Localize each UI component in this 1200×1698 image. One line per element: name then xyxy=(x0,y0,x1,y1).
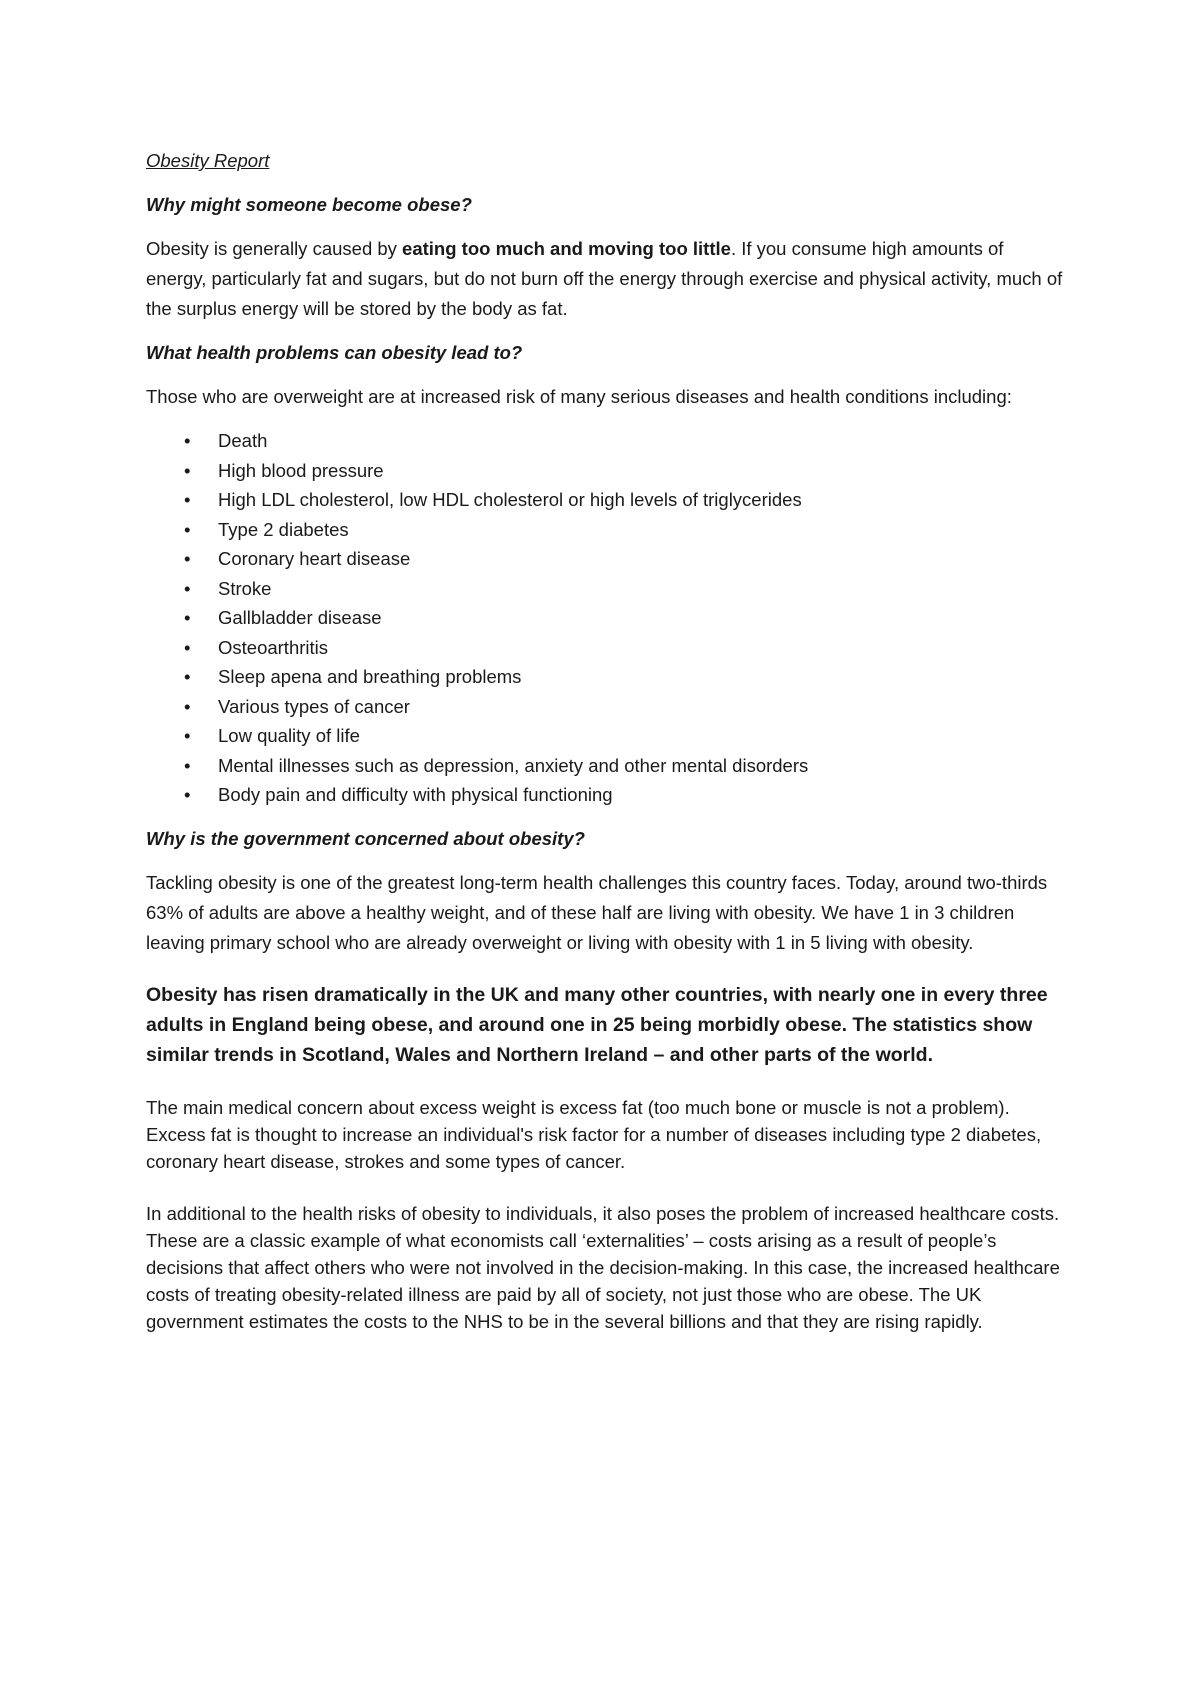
bullet-icon: • xyxy=(184,695,191,717)
causes-text-bold: eating too much and moving too little xyxy=(402,238,731,259)
list-item xyxy=(146,544,1066,574)
bullet-icon: • xyxy=(184,518,191,540)
list-item xyxy=(146,485,1066,515)
bullet-icon: • xyxy=(184,577,191,599)
list-item-text: Body pain and difficulty with physical functioning xyxy=(218,784,613,805)
list-item-text: Osteoarthritis xyxy=(218,636,329,658)
list-item-text: Various types of cancer xyxy=(218,695,410,717)
medical-concern-paragraph: The main medical concern about excess weight is excess fat (too much bone or muscle is not a problem). Excess fat is thought to increase an individual's risk factor for a number of diseases including type 2 diabetes, coronary heart disease, strokes and some types of cancer. xyxy=(146,1096,1042,1172)
bullet-icon: • xyxy=(184,784,191,805)
healthcare-costs-paragraph: In additional to the health risks of obesity to individuals, it also poses the problem of increased healthcare costs. These are a classic example of what economists call ‘externalities’ – costs arising as a result of people’s decisions that affect others who were not involved in the decision-making. In this case, the increased healthcare costs of treating obesity-related illness are paid by all of society, not just those who are obese. The UK government estimates the costs to the NHS to be in the several billions and that they are rising rapidly. xyxy=(146,1202,1060,1332)
list-item-text: High LDL cholesterol, low HDL cholesterol or high levels of triglycerides xyxy=(218,489,802,510)
tackling-obesity-paragraph: Tackling obesity is one of the greatest long-term health challenges this country faces. Today, around two-thirds 63% of adults are above a healthy weight, and of these half are living with obesity. We have 1 in 3 children leaving primary school who are already overweight or living with obesity with 1 in 5 living with obesity. xyxy=(146,871,1048,953)
list-item-text: Sleep apena and breathing problems xyxy=(218,666,522,687)
bullet-icon: • xyxy=(184,636,191,658)
causes-text-start: Obesity is generally caused by xyxy=(146,238,403,259)
list-item xyxy=(146,426,1066,456)
document-page xyxy=(146,146,1066,1360)
bullet-icon: • xyxy=(184,459,191,481)
list-item xyxy=(146,721,1066,751)
risks-intro-paragraph: Those who are overweight are at increased risk of many serious diseases and health conditions including: xyxy=(146,386,1012,407)
obesity-risen-paragraph: Obesity has risen dramatically in the UK and many other countries, with nearly one in every three adults in England being obese, and around one in 25 being morbidly obese. The statistics show similar trends in Scotland, Wales and Northern Ireland – and other parts of the world. xyxy=(146,983,1048,1066)
list-item xyxy=(146,780,1066,810)
list-item xyxy=(146,662,1066,692)
bullet-icon: • xyxy=(184,754,191,776)
health-risks-list xyxy=(146,426,1066,810)
question-health-problems: What health problems can obesity lead to? xyxy=(146,342,523,363)
bullet-icon: • xyxy=(184,489,191,510)
question-government-concern: Why is the government concerned about obesity? xyxy=(146,827,585,849)
bullet-icon: • xyxy=(184,666,191,687)
bullet-icon: • xyxy=(184,430,191,451)
list-item xyxy=(146,751,1066,781)
list-item-text: Coronary heart disease xyxy=(218,548,411,569)
list-item xyxy=(146,574,1066,604)
list-item xyxy=(146,456,1066,486)
causes-text-end: . If you consume high amounts of energy, particularly fat and sugars, but do not burn off the energy through exercise and physical activity, much of the surplus energy will be stored by the body as fat. xyxy=(146,238,1063,319)
bullet-icon: • xyxy=(184,548,191,569)
list-item-text: Gallbladder disease xyxy=(218,607,382,628)
bullet-icon: • xyxy=(184,725,191,746)
list-item-text: Death xyxy=(218,430,268,451)
list-item xyxy=(146,633,1066,663)
list-item-text: Low quality of life xyxy=(218,725,360,746)
list-item-text: Stroke xyxy=(218,577,272,599)
list-item-text: High blood pressure xyxy=(218,459,384,481)
list-item xyxy=(146,515,1066,545)
list-item-text: Type 2 diabetes xyxy=(218,518,349,540)
list-item xyxy=(146,603,1066,633)
causes-paragraph xyxy=(146,234,1066,324)
bullet-icon: • xyxy=(184,607,191,628)
list-item xyxy=(146,692,1066,722)
document-title: Obesity Report xyxy=(146,150,270,171)
question-why-obese: Why might someone become obese? xyxy=(146,194,472,215)
list-item-text: Mental illnesses such as depression, anxiety and other mental disorders xyxy=(218,754,809,776)
